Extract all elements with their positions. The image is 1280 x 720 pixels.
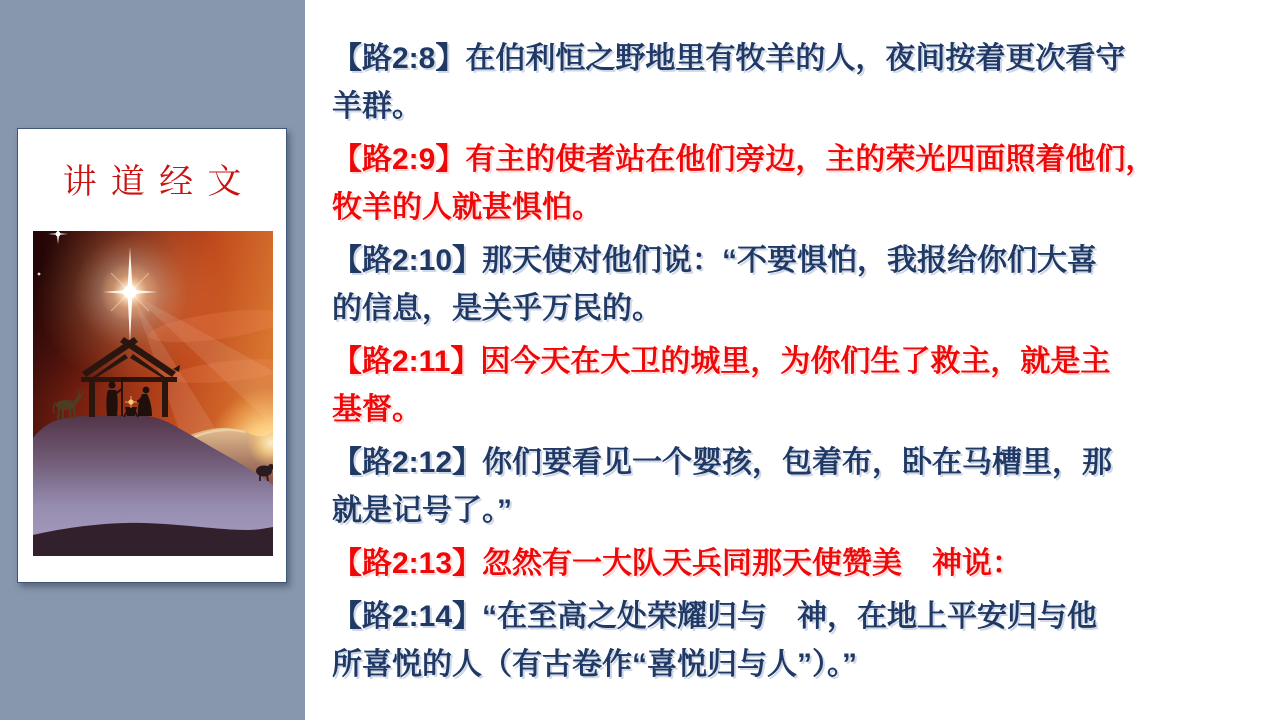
verse-line: 【路2:8】在伯利恒之野地里有牧羊的人，夜间按着更次看守 [332, 42, 1126, 75]
verse-line: 【路2:14】“在至高之处荣耀归与 神，在地上平安归与他 [332, 600, 1098, 633]
verse-line: 【路2:12】你们要看见一个婴孩，包着布，卧在马槽里，那 [332, 446, 1113, 479]
scripture-card [17, 128, 287, 583]
verse-paragraph [332, 338, 1240, 434]
verse-paragraph [332, 237, 1240, 333]
verse-paragraph [332, 540, 1240, 588]
verse-paragraph [332, 136, 1240, 232]
card-title: 讲道经文 [62, 164, 256, 201]
verse-paragraph [332, 35, 1240, 131]
nativity-image [33, 231, 273, 556]
verse-line: 牧羊的人就甚惧怕。 [332, 191, 602, 224]
verse-line: 【路2:13】忽然有一大队天兵同那天使赞美 神说： [332, 547, 1023, 580]
verse-line: 就是记号了。” [332, 494, 512, 527]
verse-line: 羊群。 [332, 90, 422, 123]
verse-paragraph [332, 439, 1240, 535]
verse-paragraph [332, 593, 1240, 689]
verse-panel [305, 0, 1280, 720]
verse-line: 基督。 [332, 393, 422, 426]
verse-line: 的信息，是关乎万民的。 [332, 292, 662, 325]
verse-line: 【路2:9】有主的使者站在他们旁边，主的荣光四面照着他们， [332, 143, 1156, 176]
verse-line: 【路2:11】因今天在大卫的城里，为你们生了救主，就是主 [332, 345, 1111, 378]
verse-line: 所喜悦的人（有古卷作“喜悦归与人”）。” [332, 648, 857, 681]
verse-line: 【路2:10】那天使对他们说：“不要惧怕，我报给你们大喜 [332, 244, 1098, 277]
sidebar [0, 0, 305, 720]
verse-list [332, 35, 1240, 689]
